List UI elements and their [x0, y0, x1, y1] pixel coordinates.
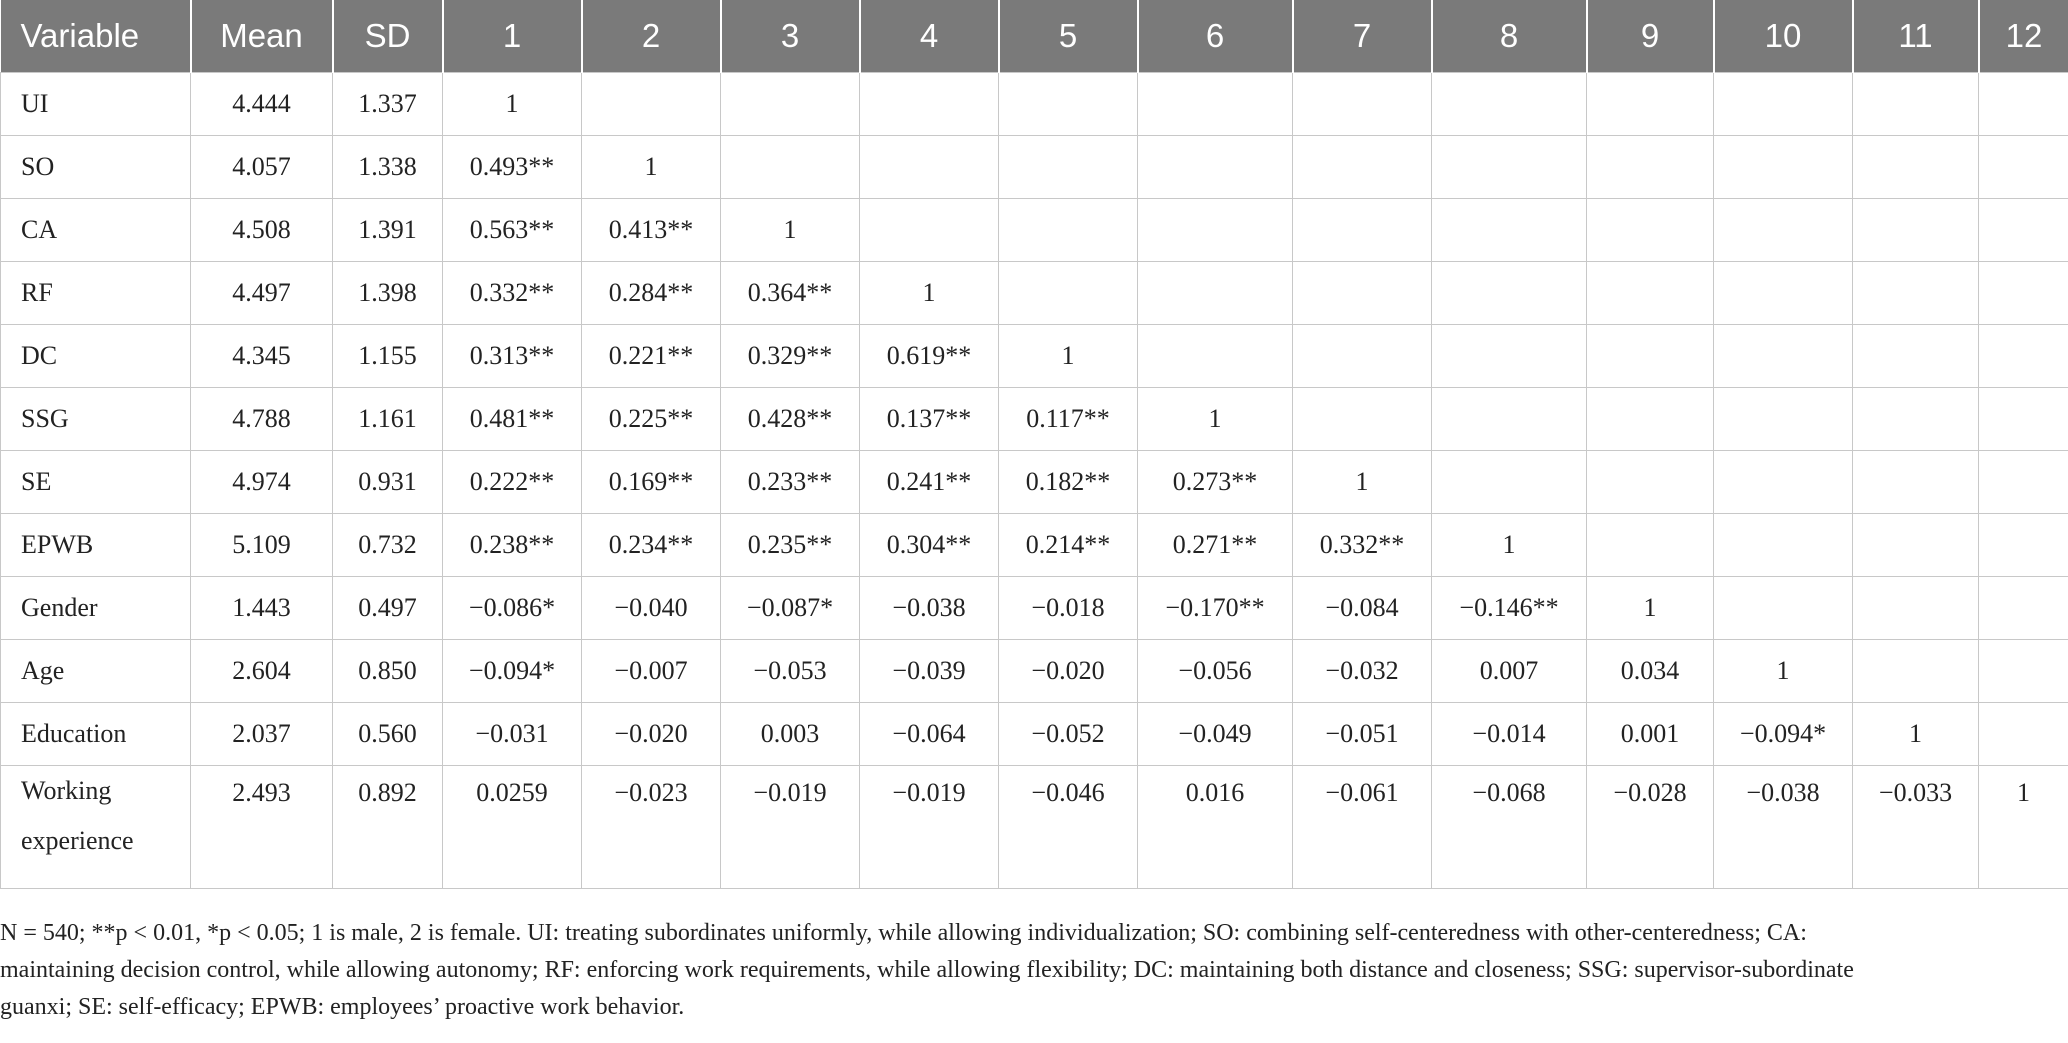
table-header	[1, 0, 2068, 73]
correlation-cell	[1853, 136, 1979, 199]
correlation-cell	[1853, 640, 1979, 703]
correlation-cell: 0.364**	[721, 262, 860, 325]
sd-cell: 1.337	[333, 73, 443, 136]
correlation-cell: 1	[721, 199, 860, 262]
correlation-cell	[1714, 136, 1853, 199]
correlation-cell: −0.040	[582, 577, 721, 640]
sd-cell: 1.398	[333, 262, 443, 325]
correlation-cell: 0.0259	[443, 766, 582, 889]
correlation-cell: 1	[1138, 388, 1293, 451]
column-header-9: 9	[1587, 0, 1714, 73]
correlation-cell: −0.038	[1714, 766, 1853, 889]
correlation-cell	[1138, 325, 1293, 388]
sd-cell: 1.338	[333, 136, 443, 199]
correlation-cell	[582, 73, 721, 136]
table-row	[1, 640, 2068, 703]
correlation-cell	[1714, 577, 1853, 640]
table-row	[1, 199, 2068, 262]
correlation-cell: 0.332**	[1293, 514, 1432, 577]
mean-cell: 2.604	[191, 640, 333, 703]
correlation-cell: 0.413**	[582, 199, 721, 262]
correlation-cell: −0.019	[721, 766, 860, 889]
mean-cell: 2.493	[191, 766, 333, 889]
correlation-cell	[1979, 325, 2068, 388]
correlation-cell	[1587, 451, 1714, 514]
column-header-8: 8	[1432, 0, 1587, 73]
correlation-cell: 1	[1979, 766, 2068, 889]
correlation-cell: 0.481**	[443, 388, 582, 451]
correlation-cell: −0.023	[582, 766, 721, 889]
correlation-cell: 0.182**	[999, 451, 1138, 514]
row-variable-name: Working experience	[1, 766, 191, 889]
correlation-cell	[999, 262, 1138, 325]
correlation-cell	[1587, 514, 1714, 577]
column-header-6: 6	[1138, 0, 1293, 73]
mean-cell: 5.109	[191, 514, 333, 577]
footnote-line-1	[0, 915, 2068, 952]
correlation-cell: 0.271**	[1138, 514, 1293, 577]
row-variable-name: SSG	[1, 388, 191, 451]
correlation-cell: 0.235**	[721, 514, 860, 577]
correlation-cell: −0.094*	[1714, 703, 1853, 766]
correlation-cell: 0.234**	[582, 514, 721, 577]
column-header-1: 1	[443, 0, 582, 73]
correlation-cell	[1587, 388, 1714, 451]
correlation-cell: −0.053	[721, 640, 860, 703]
correlation-cell: 0.563**	[443, 199, 582, 262]
correlation-cell: 0.214**	[999, 514, 1138, 577]
row-variable-name: UI	[1, 73, 191, 136]
correlation-cell: −0.014	[1432, 703, 1587, 766]
correlation-cell: −0.046	[999, 766, 1138, 889]
sd-cell: 0.931	[333, 451, 443, 514]
correlation-cell	[999, 199, 1138, 262]
correlation-cell: −0.039	[860, 640, 999, 703]
correlation-cell	[1432, 262, 1587, 325]
mean-cell: 4.057	[191, 136, 333, 199]
correlation-cell: 0.007	[1432, 640, 1587, 703]
mean-cell: 4.974	[191, 451, 333, 514]
correlation-cell	[1979, 388, 2068, 451]
sd-cell: 0.892	[333, 766, 443, 889]
sd-cell: 1.161	[333, 388, 443, 451]
table-row	[1, 451, 2068, 514]
correlation-cell	[999, 73, 1138, 136]
column-header-mean: Mean	[191, 0, 333, 73]
correlation-cell	[1714, 325, 1853, 388]
correlation-cell: −0.007	[582, 640, 721, 703]
correlation-cell: 0.284**	[582, 262, 721, 325]
correlation-cell: −0.068	[1432, 766, 1587, 889]
correlation-cell: −0.049	[1138, 703, 1293, 766]
correlation-cell	[1853, 199, 1979, 262]
correlation-cell	[721, 73, 860, 136]
correlation-cell	[1979, 514, 2068, 577]
correlation-cell: −0.052	[999, 703, 1138, 766]
correlation-cell: 0.332**	[443, 262, 582, 325]
table-row	[1, 325, 2068, 388]
row-variable-name: SO	[1, 136, 191, 199]
correlation-cell	[1293, 136, 1432, 199]
sd-cell: 0.850	[333, 640, 443, 703]
correlation-cell: −0.032	[1293, 640, 1432, 703]
correlation-cell	[1853, 325, 1979, 388]
correlation-cell: 0.428**	[721, 388, 860, 451]
correlation-cell: 0.304**	[860, 514, 999, 577]
correlation-cell	[1138, 136, 1293, 199]
correlation-cell: 0.493**	[443, 136, 582, 199]
correlation-cell: 0.016	[1138, 766, 1293, 889]
correlation-cell	[1714, 451, 1853, 514]
correlation-cell	[1587, 136, 1714, 199]
column-header-variable: Variable	[1, 0, 191, 73]
mean-cell: 4.497	[191, 262, 333, 325]
correlation-cell: −0.038	[860, 577, 999, 640]
correlation-cell	[1432, 451, 1587, 514]
header-row	[1, 0, 2068, 73]
correlation-cell	[1293, 388, 1432, 451]
correlation-cell: 0.241**	[860, 451, 999, 514]
correlation-cell	[1432, 199, 1587, 262]
sd-cell: 0.732	[333, 514, 443, 577]
correlation-cell	[1587, 325, 1714, 388]
correlation-cell: 0.225**	[582, 388, 721, 451]
correlation-cell: 0.169**	[582, 451, 721, 514]
correlation-cell: −0.084	[1293, 577, 1432, 640]
correlation-cell: −0.028	[1587, 766, 1714, 889]
correlation-cell	[1853, 577, 1979, 640]
correlation-cell	[1587, 262, 1714, 325]
mean-cell: 4.444	[191, 73, 333, 136]
correlation-cell: 0.137**	[860, 388, 999, 451]
correlation-cell	[1714, 199, 1853, 262]
row-variable-name: EPWB	[1, 514, 191, 577]
table-row	[1, 388, 2068, 451]
correlation-cell: 0.238**	[443, 514, 582, 577]
correlation-cell: 0.221**	[582, 325, 721, 388]
correlation-cell	[1853, 451, 1979, 514]
correlation-cell: 0.001	[1587, 703, 1714, 766]
correlation-cell: −0.020	[999, 640, 1138, 703]
correlation-cell: −0.033	[1853, 766, 1979, 889]
correlation-cell	[1293, 199, 1432, 262]
correlation-cell: −0.170**	[1138, 577, 1293, 640]
correlation-cell: 1	[860, 262, 999, 325]
row-variable-name: Education	[1, 703, 191, 766]
column-header-12: 12	[1979, 0, 2068, 73]
correlation-cell: 1	[582, 136, 721, 199]
correlation-cell: 0.329**	[721, 325, 860, 388]
footnote-text-1: N = 540; **p < 0.01, *p < 0.05; 1 is male, 2 is female. UI: treating subordinates uniformly, while allowing individualization; SO: combining self-centeredness with other-centeredness; CA:	[0, 920, 1807, 946]
correlation-cell: 0.222**	[443, 451, 582, 514]
mean-cell: 4.508	[191, 199, 333, 262]
mean-cell: 4.345	[191, 325, 333, 388]
mean-cell: 4.788	[191, 388, 333, 451]
correlation-cell	[1979, 73, 2068, 136]
correlation-cell	[1979, 703, 2068, 766]
correlation-cell	[860, 136, 999, 199]
correlation-cell: 0.313**	[443, 325, 582, 388]
row-variable-name: Gender	[1, 577, 191, 640]
correlation-cell: 1	[1432, 514, 1587, 577]
correlation-cell	[1853, 262, 1979, 325]
correlation-cell	[1979, 262, 2068, 325]
correlation-cell: −0.087*	[721, 577, 860, 640]
column-header-sd: SD	[333, 0, 443, 73]
column-header-10: 10	[1714, 0, 1853, 73]
correlation-cell: −0.051	[1293, 703, 1432, 766]
table-row	[1, 136, 2068, 199]
correlation-cell: 0.117**	[999, 388, 1138, 451]
correlation-cell	[1979, 136, 2068, 199]
correlation-cell	[1979, 451, 2068, 514]
correlation-cell	[1432, 388, 1587, 451]
correlation-cell: −0.086*	[443, 577, 582, 640]
correlation-cell	[1714, 514, 1853, 577]
row-variable-name: Age	[1, 640, 191, 703]
correlation-cell	[1432, 136, 1587, 199]
table-row	[1, 73, 2068, 136]
table-row	[1, 703, 2068, 766]
column-header-5: 5	[999, 0, 1138, 73]
correlation-cell: −0.031	[443, 703, 582, 766]
correlation-cell	[1853, 514, 1979, 577]
correlation-cell: −0.056	[1138, 640, 1293, 703]
correlation-cell: 0.619**	[860, 325, 999, 388]
correlation-cell	[1587, 199, 1714, 262]
column-header-7: 7	[1293, 0, 1432, 73]
correlation-cell: −0.094*	[443, 640, 582, 703]
correlation-cell	[860, 73, 999, 136]
correlation-cell: −0.018	[999, 577, 1138, 640]
correlation-cell: 1	[1293, 451, 1432, 514]
table-row	[1, 514, 2068, 577]
row-variable-name: RF	[1, 262, 191, 325]
table-body	[1, 73, 2068, 889]
correlation-cell: 1	[1587, 577, 1714, 640]
column-header-3: 3	[721, 0, 860, 73]
correlation-cell: −0.020	[582, 703, 721, 766]
correlation-cell	[1293, 73, 1432, 136]
correlation-cell: 0.034	[1587, 640, 1714, 703]
column-header-2: 2	[582, 0, 721, 73]
table-row	[1, 262, 2068, 325]
sd-cell: 0.497	[333, 577, 443, 640]
correlation-cell: 0.273**	[1138, 451, 1293, 514]
row-variable-name: CA	[1, 199, 191, 262]
column-header-4: 4	[860, 0, 999, 73]
correlation-cell	[1979, 577, 2068, 640]
correlation-cell	[1432, 325, 1587, 388]
correlation-cell	[721, 136, 860, 199]
correlation-cell	[1293, 325, 1432, 388]
correlation-cell	[1138, 73, 1293, 136]
table-row	[1, 577, 2068, 640]
footnote-line-3: guanxi; SE: self-efficacy; EPWB: employees’ proactive work behavior.	[0, 994, 685, 1020]
correlation-cell	[1587, 73, 1714, 136]
mean-cell: 1.443	[191, 577, 333, 640]
sd-cell: 1.155	[333, 325, 443, 388]
correlation-cell	[1979, 199, 2068, 262]
footnote-line-2: maintaining decision control, while allowing autonomy; RF: enforcing work requirements, while allowing flexibility; DC: maintaining both distance and closeness; SSG: supervisor-subordinate	[0, 957, 1854, 983]
correlation-cell: −0.146**	[1432, 577, 1587, 640]
correlation-cell	[1979, 640, 2068, 703]
correlation-cell	[1714, 388, 1853, 451]
correlation-cell	[1138, 262, 1293, 325]
correlation-cell	[1293, 262, 1432, 325]
correlation-cell	[860, 199, 999, 262]
correlation-cell	[1138, 199, 1293, 262]
correlation-cell: −0.061	[1293, 766, 1432, 889]
correlation-cell	[1714, 262, 1853, 325]
correlation-cell	[1432, 73, 1587, 136]
correlation-cell	[1853, 388, 1979, 451]
row-variable-name: SE	[1, 451, 191, 514]
sd-cell: 0.560	[333, 703, 443, 766]
table-row	[1, 766, 2068, 889]
correlation-cell: 0.233**	[721, 451, 860, 514]
mean-cell: 2.037	[191, 703, 333, 766]
correlation-cell: 1	[1853, 703, 1979, 766]
table-footnote	[0, 915, 2068, 1026]
correlation-cell: 1	[999, 325, 1138, 388]
correlation-cell: 1	[1714, 640, 1853, 703]
correlation-cell: −0.064	[860, 703, 999, 766]
correlation-cell	[1714, 73, 1853, 136]
row-variable-name: DC	[1, 325, 191, 388]
correlation-cell	[1853, 73, 1979, 136]
correlation-cell: 1	[443, 73, 582, 136]
sd-cell: 1.391	[333, 199, 443, 262]
correlation-cell: −0.019	[860, 766, 999, 889]
correlation-cell: 0.003	[721, 703, 860, 766]
correlation-cell	[999, 136, 1138, 199]
column-header-11: 11	[1853, 0, 1979, 73]
